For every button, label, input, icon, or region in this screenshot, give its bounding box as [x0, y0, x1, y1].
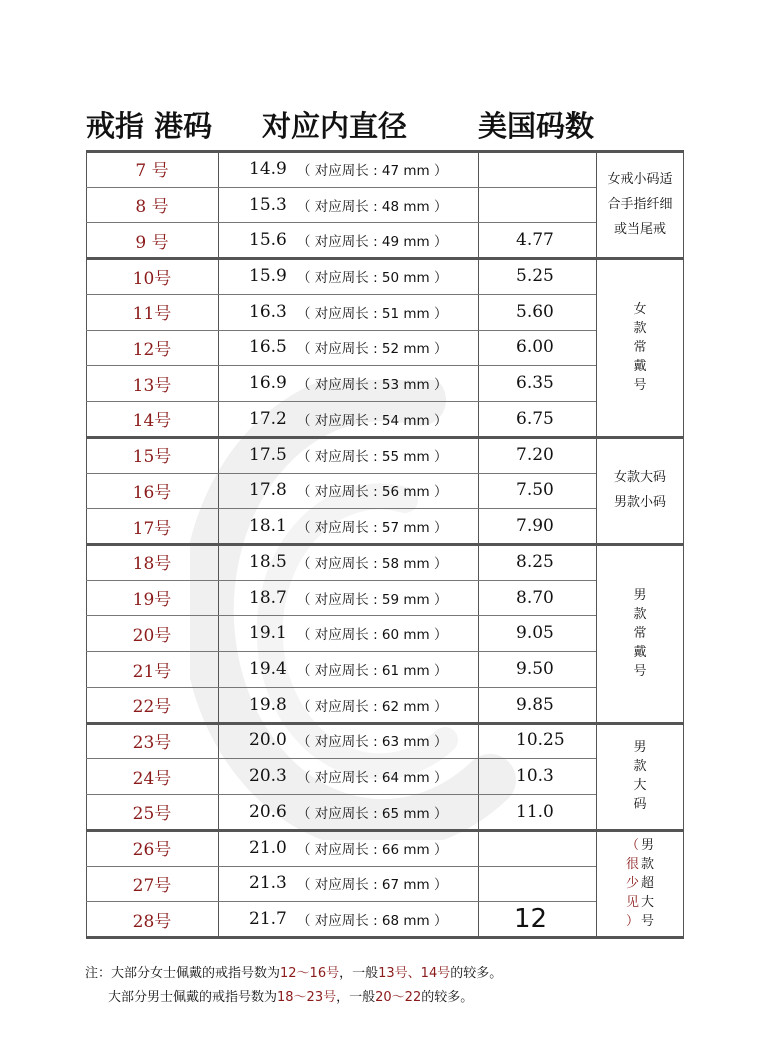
group-note-line: 合手指纤细 — [607, 197, 673, 213]
group-note-char: 号 — [633, 377, 647, 393]
ring-size-cell: 8 号 — [135, 197, 169, 218]
us-size-cell — [478, 866, 596, 902]
circumference-value: （ 对应周长 : 67 mm ） — [297, 877, 448, 894]
group-note-char: 常 — [633, 339, 647, 355]
diameter-value: 16.5 — [249, 337, 287, 358]
ring-size-cell: 13号 — [132, 375, 172, 396]
circumference-value: （ 对应周长 : 57 mm ） — [297, 520, 448, 537]
diameter-cell — [218, 723, 478, 759]
circumference-value: （ 对应周长 : 47 mm ） — [297, 162, 448, 179]
diameter-value: 21.0 — [249, 837, 287, 858]
ring-size-cell: 20号 — [132, 625, 172, 646]
diameter-cell — [218, 222, 478, 258]
ring-size-cell: 17号 — [132, 518, 172, 539]
us-size-cell: 7.90 — [516, 516, 554, 537]
us-size-cell: 9.85 — [516, 694, 554, 715]
diameter-value: 19.8 — [249, 694, 287, 715]
group-note-char: 码 — [633, 797, 647, 813]
footnote-text: 大部分男士佩戴的戒指号数为 — [108, 990, 278, 1005]
group-note-line: 或当尾戒 — [613, 222, 666, 238]
group-note-char: 戴 — [633, 358, 647, 374]
us-size-cell: 10.25 — [516, 730, 565, 751]
diameter-value: 18.1 — [249, 516, 287, 537]
group-note — [596, 544, 684, 723]
ring-size-cell: 11号 — [132, 304, 172, 325]
footnote-women — [85, 962, 502, 981]
diameter-cell — [218, 508, 478, 544]
circumference-value: （ 对应周长 : 58 mm ） — [297, 555, 448, 572]
group-note-char: 戴 — [633, 644, 647, 660]
circumference-value: （ 对应周长 : 60 mm ） — [297, 627, 448, 644]
diameter-value: 20.6 — [249, 801, 287, 822]
footnote-highlight: 20～22 — [375, 990, 422, 1005]
diameter-cell — [218, 151, 478, 187]
group-note-char: 男 — [633, 587, 647, 603]
circumference-value: （ 对应周长 : 62 mm ） — [297, 698, 448, 715]
group-note-char: 大 — [633, 778, 647, 794]
ring-size-cell: 18号 — [132, 554, 172, 575]
diameter-cell — [218, 651, 478, 687]
circumference-value: （ 对应周长 : 50 mm ） — [297, 270, 448, 287]
diameter-value: 18.5 — [249, 551, 287, 572]
us-size-cell: 7.20 — [516, 444, 554, 465]
group-note-char: 男 — [633, 740, 647, 756]
diameter-value: 21.7 — [249, 909, 287, 930]
diameter-value: 16.3 — [249, 301, 287, 322]
diameter-cell — [218, 866, 478, 902]
diameter-value: 19.4 — [249, 659, 287, 680]
circumference-value: （ 对应周长 : 66 mm ） — [297, 841, 448, 858]
ring-size-cell: 28号 — [132, 911, 172, 932]
ring-size-cell: 26号 — [132, 840, 172, 861]
diameter-cell — [218, 901, 478, 937]
circumference-value: （ 对应周长 : 65 mm ） — [297, 805, 448, 822]
us-size-cell: 9.50 — [516, 659, 554, 680]
table-header — [0, 104, 780, 144]
diameter-value: 18.7 — [249, 587, 287, 608]
header-us-size: 美国码数 — [478, 109, 595, 143]
diameter-cell — [218, 365, 478, 401]
circumference-value: （ 对应周长 : 59 mm ） — [297, 591, 448, 608]
ring-size-cell: 9 号 — [135, 232, 169, 253]
us-size-cell — [478, 830, 596, 866]
circumference-value: （ 对应周长 : 64 mm ） — [297, 770, 448, 787]
group-note-char: 女 — [633, 301, 647, 317]
group-note-char: 款 — [633, 320, 647, 336]
group-note-char: 款 — [633, 759, 647, 775]
group-note-text: 男 款 超 大 号 — [641, 837, 655, 929]
us-size-cell — [478, 187, 596, 223]
us-size-cell: 8.25 — [516, 551, 554, 572]
group-note — [596, 723, 684, 830]
circumference-value: （ 对应周长 : 63 mm ） — [297, 734, 448, 751]
ring-size-cell: 14号 — [132, 411, 172, 432]
circumference-value: （ 对应周长 : 68 mm ） — [297, 913, 448, 930]
diameter-cell — [218, 437, 478, 473]
group-note-rare: （ 很 少 见 ） — [625, 837, 639, 929]
group-note-char: 号 — [633, 663, 647, 679]
ring-size-cell: 16号 — [132, 482, 172, 503]
us-size-cell: 9.05 — [516, 623, 554, 644]
circumference-value: （ 对应周长 : 53 mm ） — [297, 377, 448, 394]
us-size-cell: 7.50 — [516, 480, 554, 501]
us-size-cell: 12 — [514, 904, 548, 935]
ring-size-cell: 23号 — [132, 732, 172, 753]
footnote-men — [108, 986, 473, 1005]
diameter-value: 21.3 — [249, 873, 287, 894]
diameter-cell — [218, 687, 478, 723]
footnote-text: ，一般 — [336, 990, 376, 1005]
diameter-cell — [218, 401, 478, 437]
ring-size-cell: 21号 — [132, 661, 172, 682]
group-note-line: 女戒小码适 — [607, 172, 673, 188]
ring-size-cell: 10号 — [132, 268, 172, 289]
ring-size-cell: 7 号 — [135, 161, 169, 182]
circumference-value: （ 对应周长 : 49 mm ） — [297, 234, 448, 251]
diameter-cell — [218, 794, 478, 830]
group-note-char: 常 — [633, 625, 647, 641]
ring-size-cell: 15号 — [132, 447, 172, 468]
diameter-value: 16.9 — [249, 373, 287, 394]
diameter-cell — [218, 473, 478, 509]
diameter-value: 19.1 — [249, 623, 287, 644]
diameter-cell — [218, 830, 478, 866]
diameter-cell — [218, 330, 478, 366]
footnote-text: 的较多。 — [421, 990, 474, 1005]
group-note-char: 款 — [633, 606, 647, 622]
circumference-value: （ 对应周长 : 51 mm ） — [297, 305, 448, 322]
group-note-line: 男款小码 — [613, 495, 666, 511]
diameter-value: 14.9 — [249, 158, 287, 179]
footnote-text: ，一般 — [339, 966, 379, 981]
diameter-value: 17.8 — [249, 480, 287, 501]
us-size-cell: 4.77 — [516, 230, 554, 251]
us-size-cell: 6.35 — [516, 373, 554, 394]
footnote-text: 注：大部分女士佩戴的戒指号数为 — [85, 966, 281, 981]
group-note — [596, 258, 684, 437]
diameter-value: 17.5 — [249, 444, 287, 465]
us-size-cell: 6.75 — [516, 408, 554, 429]
diameter-value: 20.0 — [249, 730, 287, 751]
ring-size-cell: 27号 — [132, 875, 172, 896]
diameter-cell — [218, 258, 478, 294]
us-size-cell: 5.60 — [516, 301, 554, 322]
ring-size-cell: 22号 — [132, 697, 172, 718]
diameter-value: 20.3 — [249, 766, 287, 787]
diameter-value: 17.2 — [249, 408, 287, 429]
diameter-value: 15.9 — [249, 266, 287, 287]
us-size-cell — [478, 151, 596, 187]
us-size-cell: 5.25 — [516, 266, 554, 287]
diameter-cell — [218, 615, 478, 651]
footnote-range: 18～23号 — [277, 990, 337, 1005]
diameter-value: 15.3 — [249, 194, 287, 215]
us-size-cell: 11.0 — [516, 801, 554, 822]
circumference-value: （ 对应周长 : 52 mm ） — [297, 341, 448, 358]
ring-size-cell: 24号 — [132, 768, 172, 789]
diameter-cell — [218, 544, 478, 580]
diameter-cell — [218, 187, 478, 223]
footnote-text: 的较多。 — [450, 966, 503, 981]
group-note-line: 女款大码 — [613, 470, 666, 486]
circumference-value: （ 对应周长 : 54 mm ） — [297, 412, 448, 429]
header-inner-diameter: 对应内直径 — [262, 109, 408, 143]
circumference-value: （ 对应周长 : 56 mm ） — [297, 484, 448, 501]
us-size-cell: 8.70 — [516, 587, 554, 608]
ring-size-cell: 25号 — [132, 804, 172, 825]
circumference-value: （ 对应周长 : 55 mm ） — [297, 448, 448, 465]
group-note — [596, 151, 684, 258]
diameter-cell — [218, 580, 478, 616]
circumference-value: （ 对应周长 : 61 mm ） — [297, 663, 448, 680]
diameter-cell — [218, 294, 478, 330]
us-size-cell: 10.3 — [516, 766, 554, 787]
footnote-highlight: 13号、14号 — [378, 966, 451, 981]
diameter-value: 15.6 — [249, 230, 287, 251]
group-note — [596, 830, 684, 937]
group-note — [596, 437, 684, 544]
footnote-range: 12～16号 — [280, 966, 340, 981]
ring-size-cell: 12号 — [132, 339, 172, 360]
ring-size-cell: 19号 — [132, 590, 172, 611]
diameter-cell — [218, 758, 478, 794]
circumference-value: （ 对应周长 : 48 mm ） — [297, 198, 448, 215]
ring-size-table — [86, 151, 684, 937]
header-hk-size: 戒指 港码 — [86, 109, 213, 143]
us-size-cell: 6.00 — [516, 337, 554, 358]
